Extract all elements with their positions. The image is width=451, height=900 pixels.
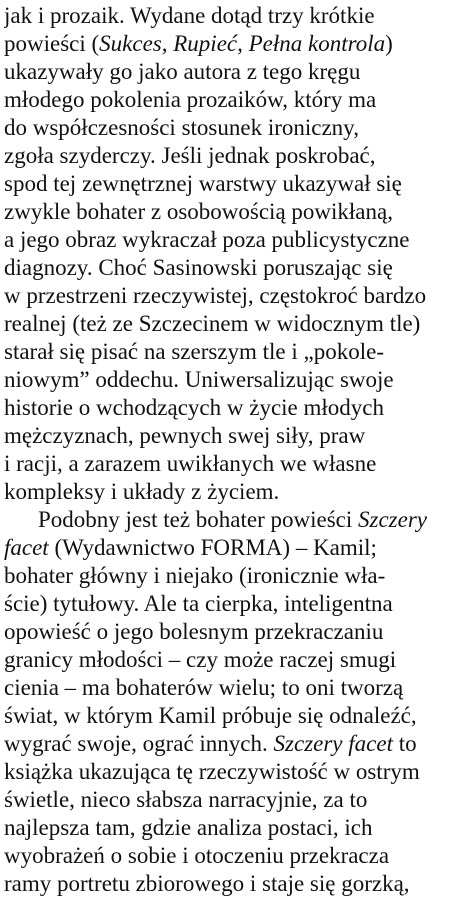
text-line: diagnozy. Choć Sasinowski poruszając się — [4, 255, 393, 280]
text-line: niowym” oddechu. Uniwersalizując swoje — [4, 367, 394, 392]
text-line: wyobrażeń o sobie i otoczeniu przekracza — [4, 843, 390, 868]
text-line: ukazywały go jako autora z tego kręgu — [4, 59, 361, 84]
text-line: historie o wchodzących w życie młodych — [4, 395, 385, 420]
text-fragment: (Wydawnictwo FORMA) – Kamil; — [54, 535, 377, 560]
text-line: jak i prozaik. Wydane dotąd trzy krótkie — [4, 3, 375, 28]
text-line: młodego pokolenia prozaików, który ma — [4, 87, 377, 112]
text-line: bohater główny i niejako (ironicznie wła- — [4, 563, 386, 588]
italic-book-title: facet — [4, 535, 49, 560]
text-line: książka ukazująca tę rzeczywistość w ostrym — [4, 759, 420, 784]
text-line: świat, w którym Kamil próbuje się odnaleźć, — [4, 703, 417, 728]
text-line: kompleksy i układy z życiem. — [4, 479, 280, 504]
text-fragment: powieści ( — [4, 31, 100, 56]
text-line: i racji, a zarazem uwikłanych we własne — [4, 451, 377, 476]
text-fragment: wygrać swoje, ograć innych. — [4, 731, 274, 756]
italic-book-title: Szczery — [358, 507, 427, 532]
text-line — [4, 534, 448, 562]
text-line: realnej (też ze Szczecinem w widocznym tle) — [4, 311, 421, 336]
text-fragment: ) — [385, 31, 393, 56]
text-line: cienia – ma bohaterów wielu; to oni tworzą — [4, 675, 404, 700]
text-line: spod tej zewnętrznej warstwy ukazywał się — [4, 171, 402, 196]
text-line: do współczesności stosunek ironiczny, — [4, 115, 359, 140]
text-line: najlepsza tam, gdzie analiza postaci, ich — [4, 815, 373, 840]
text-line: w przestrzeni rzeczywistej, częstokroć bardzo — [4, 283, 427, 308]
text-line: a jego obraz wykraczał poza publicystyczne — [4, 227, 410, 252]
text-line: starał się pisać na szerszym tle i „pokole- — [4, 339, 384, 364]
text-line — [4, 730, 448, 758]
text-line: zgoła szyderczy. Jeśli jednak poskrobać, — [4, 143, 376, 168]
text-line — [38, 506, 448, 534]
text-line: granicy młodości – czy może raczej smugi — [4, 647, 397, 672]
text-line: zwykle bohater z osobowością powikłaną, — [4, 199, 393, 224]
text-fragment: to — [392, 731, 417, 756]
text-line — [4, 30, 448, 58]
text-line: ście) tytułowy. Ale ta cierpka, inteligentna — [4, 591, 393, 616]
text-line: ramy portretu zbiorowego i staje się gorzką, — [4, 871, 410, 896]
italic-book-titles: Sukces, Rupieć, Pełna kontrola — [99, 31, 386, 56]
text-line: mężczyznach, pewnych swej siły, praw — [4, 423, 366, 448]
text-line: świetle, nieco słabsza narracyjnie, za to — [4, 787, 368, 812]
text-line: opowieść o jego bolesnym przekraczaniu — [4, 619, 384, 644]
text-fragment: Podobny jest też bohater powieści — [38, 507, 359, 532]
italic-book-title: Szczery facet — [273, 731, 393, 756]
